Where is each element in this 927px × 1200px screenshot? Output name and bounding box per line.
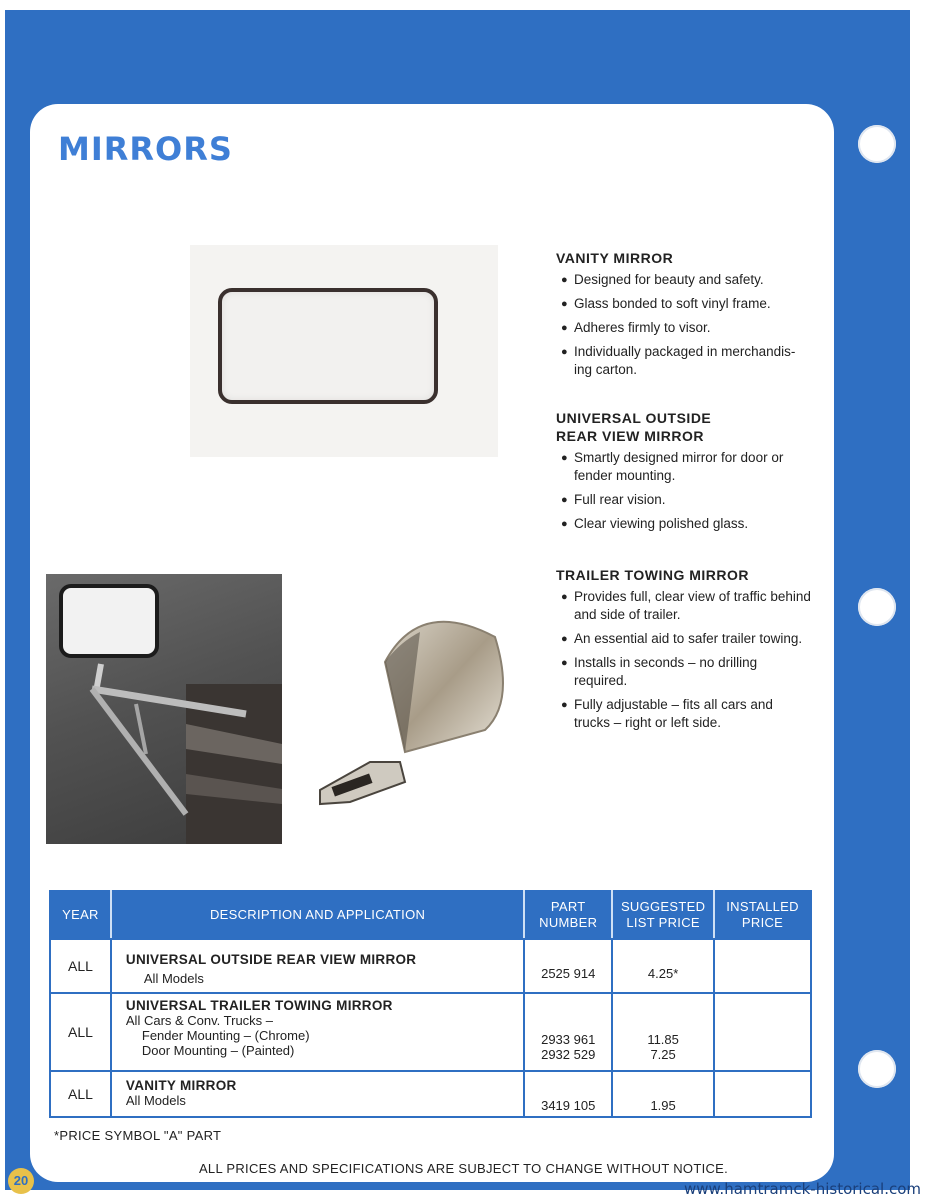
trailer-towing-mirror-section bbox=[556, 566, 812, 738]
universal-outside-mirror-illustration bbox=[310, 612, 520, 812]
list-price: 4.25* bbox=[647, 966, 679, 981]
price-table bbox=[49, 890, 812, 1118]
description-title: VANITY MIRROR bbox=[125, 1078, 237, 1093]
description-subtext: Fender Mounting – (Chrome) bbox=[141, 1028, 310, 1043]
site-watermark: www.hamtramck-historical.com bbox=[684, 1180, 921, 1198]
part-number-cell bbox=[524, 993, 612, 1071]
header-year: YEAR bbox=[50, 891, 111, 939]
installed-price-cell bbox=[714, 1071, 811, 1117]
pricing-disclaimer: ALL PRICES AND SPECIFICATIONS ARE SUBJECT TO CHANGE WITHOUT NOTICE. bbox=[198, 1161, 729, 1176]
feature-item: ● Glass bonded to soft vinyl frame. bbox=[556, 295, 812, 313]
year-cell: ALL bbox=[50, 939, 111, 993]
part-number: 2932 529 bbox=[541, 1047, 596, 1062]
part-number: 2525 914 bbox=[541, 966, 596, 981]
description-title: UNIVERSAL OUTSIDE REAR VIEW MIRROR bbox=[125, 952, 417, 967]
heading-line: REAR VIEW MIRROR bbox=[556, 428, 704, 444]
list-price: 11.85 bbox=[647, 1032, 679, 1047]
feature-item: ● Adheres firmly to visor. bbox=[556, 319, 812, 337]
installed-price-cell bbox=[714, 939, 811, 993]
list-price: 1.95 bbox=[650, 1098, 676, 1113]
feature-item: ● Installs in seconds – no drilling required. bbox=[556, 654, 812, 690]
list-price-cell bbox=[612, 993, 714, 1071]
header-suggested-list-price: SUGGESTED LIST PRICE bbox=[612, 891, 714, 939]
price-symbol-footnote: *PRICE SYMBOL "A" PART bbox=[54, 1128, 222, 1143]
description-title: UNIVERSAL TRAILER TOWING MIRROR bbox=[125, 998, 393, 1013]
feature-item: ● Provides full, clear view of traffic behind and side of trailer. bbox=[556, 588, 812, 624]
universal-outside-mirror-heading bbox=[556, 409, 812, 445]
table-row bbox=[50, 939, 811, 993]
header-description: DESCRIPTION AND APPLICATION bbox=[111, 891, 524, 939]
table-row bbox=[50, 993, 811, 1071]
page-number-badge: 20 bbox=[8, 1168, 34, 1194]
universal-outside-mirror-section bbox=[556, 409, 812, 539]
part-number-cell bbox=[524, 939, 612, 993]
description-cell bbox=[111, 1071, 524, 1117]
binder-hole-bottom bbox=[858, 1050, 896, 1088]
list-price-cell bbox=[612, 1071, 714, 1117]
header-installed-price: INSTALLED PRICE bbox=[714, 891, 811, 939]
vanity-mirror-section bbox=[556, 249, 812, 385]
year-cell: ALL bbox=[50, 1071, 111, 1117]
page-title: MIRRORS bbox=[58, 130, 233, 168]
vanity-mirror-image bbox=[218, 288, 438, 404]
feature-item: ● Designed for beauty and safety. bbox=[556, 271, 812, 289]
trailer-towing-mirror-illustration bbox=[46, 574, 282, 844]
installed-price-cell bbox=[714, 993, 811, 1071]
feature-item: ● An essential aid to safer trailer towing. bbox=[556, 630, 812, 648]
trailer-towing-mirror-features bbox=[556, 588, 812, 732]
part-number-cell bbox=[524, 1071, 612, 1117]
table-header-row bbox=[50, 891, 811, 939]
trailer-towing-mirror-heading: TRAILER TOWING MIRROR bbox=[556, 567, 750, 583]
table-row bbox=[50, 1071, 811, 1117]
description-subtext: All Models bbox=[143, 971, 204, 986]
vanity-mirror-heading: VANITY MIRROR bbox=[556, 250, 674, 266]
description-subtext: All Models bbox=[125, 1093, 186, 1108]
heading-line: UNIVERSAL OUTSIDE bbox=[556, 410, 712, 426]
description-subtext: All Cars & Conv. Trucks – bbox=[125, 1013, 274, 1028]
description-subtext: Door Mounting – (Painted) bbox=[141, 1043, 295, 1058]
feature-item: ● Fully adjustable – fits all cars and trucks – right or left side. bbox=[556, 696, 812, 732]
description-cell bbox=[111, 993, 524, 1071]
part-number: 3419 105 bbox=[541, 1098, 596, 1113]
part-number: 2933 961 bbox=[541, 1032, 596, 1047]
feature-item: ● Smartly designed mirror for door or fender mounting. bbox=[556, 449, 812, 485]
vanity-mirror-features bbox=[556, 271, 812, 379]
feature-item: ● Clear viewing polished glass. bbox=[556, 515, 812, 533]
universal-outside-mirror-photo bbox=[310, 612, 520, 812]
universal-outside-mirror-features bbox=[556, 449, 812, 533]
feature-item: ● Individually packaged in merchandis-ing carton. bbox=[556, 343, 812, 379]
year-cell: ALL bbox=[50, 993, 111, 1071]
list-price-cell bbox=[612, 939, 714, 993]
binder-hole-middle bbox=[858, 588, 896, 626]
binder-hole-top bbox=[858, 125, 896, 163]
trailer-towing-mirror-photo bbox=[46, 574, 282, 844]
list-price: 7.25 bbox=[650, 1047, 676, 1062]
header-part-number: PART NUMBER bbox=[524, 891, 612, 939]
description-cell bbox=[111, 939, 524, 993]
feature-item: ● Full rear vision. bbox=[556, 491, 812, 509]
